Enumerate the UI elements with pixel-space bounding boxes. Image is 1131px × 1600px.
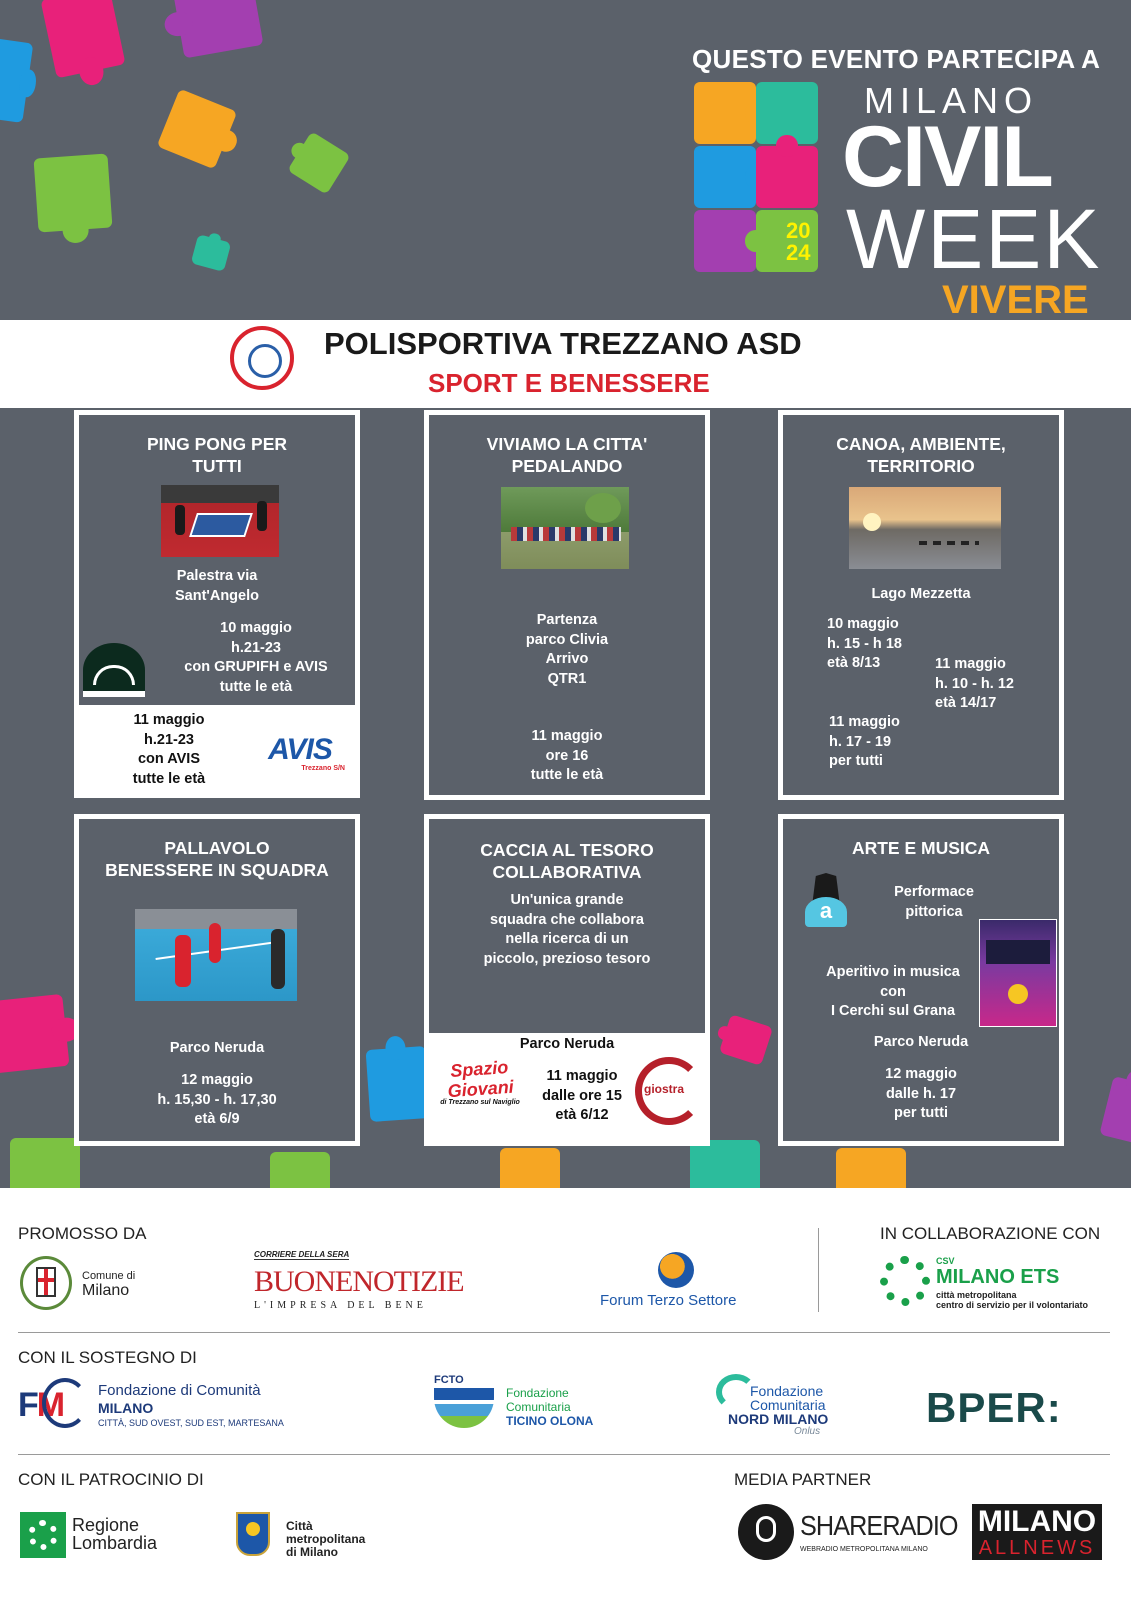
csv-swirl-icon [880, 1256, 930, 1306]
fondazione-comunita-milano-logo: FM Fondazione di Comunità MILANO CITTÀ, SUD OVEST, SUD EST, MARTESANA [18, 1378, 308, 1434]
card-place: Parco Neruda [873, 1034, 969, 1050]
puzzle-piece-icon [10, 1138, 80, 1188]
banner-milano: MILANO [864, 80, 1039, 121]
grupifh-logo-icon [83, 643, 145, 697]
puzzle-piece-icon [690, 1140, 760, 1188]
microphone-icon [738, 1504, 794, 1560]
regione-lombardia-logo: Regione Lombardia [20, 1512, 180, 1560]
card-date: 11 maggio ore 16 tutte le età [530, 728, 604, 783]
avis-logo: AVIS Trezzano S/N [268, 733, 345, 772]
card-date-2: 11 maggio h.21-23 con AVIS tutte le età [132, 712, 206, 787]
banner-civil: CIVIL [842, 109, 1052, 205]
card-slot-1: 10 maggio h. 15 - h 18 età 8/13 [827, 616, 902, 671]
card-title: PALLAVOLO BENESSERE IN SQUADRA [105, 838, 329, 880]
event-card-ping-pong [74, 410, 360, 798]
puzzle-piece-icon [719, 1014, 773, 1066]
section-sostegno: CON IL SOSTEGNO DI [18, 1348, 197, 1367]
card-date: 12 maggio h. 15,30 - h. 17,30 età 6/9 [157, 1072, 277, 1127]
vertical-divider [818, 1228, 819, 1312]
event-card-art-music [778, 814, 1064, 1146]
card-performance: Performace pittorica [894, 884, 974, 920]
card-title: PING PONG PER TUTTI [146, 434, 288, 476]
puzzle-piece-icon [173, 0, 264, 58]
event-card-bike-ride [424, 410, 710, 800]
card-place: Palestra via Sant'Angelo [174, 568, 259, 604]
section-patrocinio: CON IL PATROCINIO DI [18, 1470, 204, 1489]
card-slot-3: 11 maggio h. 17 - 19 per tutti [829, 714, 900, 769]
ping-pong-photo [161, 485, 279, 557]
buone-notizie-logo: CORRIERE DELLA SERA BUONENOTIZIE L'IMPRESA DEL BENE [254, 1250, 464, 1311]
banner-week: WEEK [846, 192, 1102, 286]
fcto-logo: FCTO Fondazione Comunitaria TICINO OLONA [434, 1374, 594, 1428]
card-title: CACCIA AL TESORO COLLABORATIVA [480, 840, 654, 882]
card-place: Parco Neruda [519, 1036, 615, 1052]
card-date: 12 maggio dalle h. 17 per tutti [885, 1066, 957, 1121]
giostra-logo: giostra [635, 1057, 703, 1125]
event-card-canoe [778, 410, 1064, 800]
card-date-1: 10 maggio h.21-23 con GRUPIFH e AVIS tutte le età [184, 620, 328, 695]
puzzle-piece-icon [1099, 1076, 1131, 1144]
lake-sunset-photo [849, 487, 1001, 569]
citta-crest-icon [236, 1512, 270, 1556]
puzzle-piece-icon [287, 131, 350, 194]
card-place: Lago Mezzetta [871, 586, 971, 602]
puzzle-piece-icon [0, 994, 70, 1074]
puzzle-piece-icon [836, 1148, 906, 1188]
puzzle-piece-icon [40, 0, 125, 78]
edition-year: 20 24 [786, 218, 811, 265]
milano-shield-icon [20, 1256, 72, 1310]
divider [18, 1454, 1110, 1455]
section-collaborazione: IN COLLABORAZIONE CON [880, 1224, 1101, 1243]
event-card-treasure-hunt [424, 814, 710, 1146]
card-aperitivo: Aperitivo in musica con I Cerchi sul Grana [826, 964, 960, 1019]
comune-milano-logo: Comune di Milano [20, 1256, 150, 1312]
citta-metropolitana-logo: Città metropolitana di Milano [236, 1498, 396, 1562]
puzzle-piece-icon [0, 37, 33, 123]
puzzle-piece-icon [191, 234, 232, 272]
puzzle-piece-icon [34, 154, 113, 233]
section-media-partner: MEDIA PARTNER [734, 1470, 872, 1489]
card-route: Partenza parco Clivia Arrivo QTR1 [525, 612, 609, 687]
card-white-footer [79, 705, 355, 793]
organizer-tagline: SPORT E BENESSERE [428, 368, 710, 398]
divider [18, 1332, 1110, 1333]
card-title: ARTE E MUSICA [851, 838, 991, 858]
card-white-footer [429, 1033, 705, 1141]
bper-logo: BPER: [926, 1384, 1062, 1431]
forum-terzo-settore-logo: Forum Terzo Settore [600, 1252, 760, 1312]
card-slot-2: 11 maggio h. 10 - h. 12 età 14/17 [935, 656, 1014, 711]
section-promosso: PROMOSSO DA [18, 1224, 147, 1243]
card-date: 11 maggio dalle ore 15 età 6/12 [542, 1068, 622, 1123]
card-title: VIVIAMO LA CITTA' PEDALANDO [486, 434, 648, 476]
organizer-name: POLISPORTIVA TREZZANO ASD [324, 326, 802, 361]
organizer-band [0, 320, 1131, 408]
event-card-volleyball [74, 814, 360, 1146]
rosa-camuna-icon [20, 1512, 66, 1558]
banner-participa: QUESTO EVENTO PARTECIPA A [692, 44, 1101, 74]
fondazione-nord-milano-logo: Fondazione Comunitaria NORD MILANO Onlus [716, 1374, 846, 1444]
card-place: Parco Neruda [169, 1040, 265, 1056]
artist-logo-icon: a [805, 873, 849, 927]
partners-section [0, 1188, 1131, 1600]
puzzle-piece-icon [270, 1152, 330, 1188]
polisportiva-logo-icon [230, 326, 294, 390]
puzzle-piece-icon [500, 1148, 560, 1188]
csv-milano-logo: CSV MILANO ETS città metropolitana centro di servizio per il volontariato [880, 1256, 1110, 1312]
shareradio-logo: SHARERADIO WEBRADIO METROPOLITANA MILANO [738, 1504, 928, 1566]
card-description: Un'unica grande squadra che collabora nella ricerca di un piccolo, prezioso tesoro [483, 892, 651, 967]
card-title: CANOA, AMBIENTE, TERRITORIO [836, 434, 1006, 476]
milano-allnews-logo: MILANO ALLNEWS [972, 1504, 1102, 1560]
bike-ride-photo [501, 487, 629, 569]
puzzle-piece-icon [366, 1046, 431, 1122]
event-banner [0, 0, 1131, 320]
puzzle-piece-icon [157, 89, 238, 170]
spazio-giovani-logo: Spazio Giovani di Trezzano sul Naviglio [440, 1057, 520, 1106]
volleyball-photo [135, 909, 297, 1001]
banner-vivere: VIVERE [942, 278, 1089, 320]
